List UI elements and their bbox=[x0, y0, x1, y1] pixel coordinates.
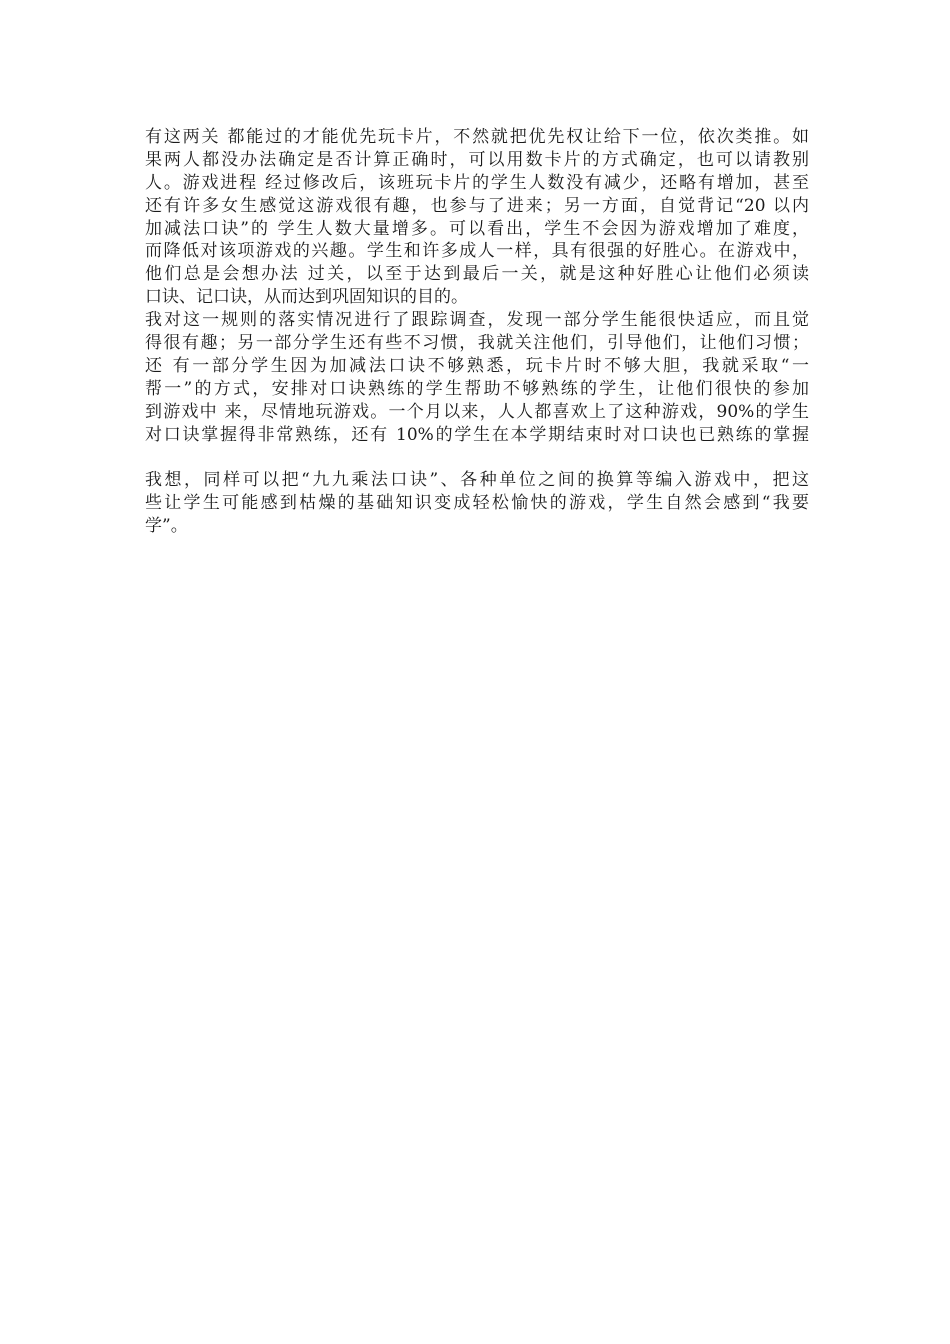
text-line: 口诀、记口诀，从而达到巩固知识的目的。 bbox=[145, 287, 468, 308]
text-line: 还有许多女生感觉这游戏很有趣，也参与了进来；另一方面，自觉背记“20 以内 bbox=[145, 195, 809, 216]
text-line: 人。游戏进程 经过修改后，该班玩卡片的学生人数没有减少，还略有增加，甚至 bbox=[145, 172, 809, 193]
text-line: 我对这一规则的落实情况进行了跟踪调查，发现一部分学生能很快适应，而且觉 bbox=[145, 310, 809, 331]
paragraph-follow-up-survey bbox=[145, 309, 809, 446]
paragraph-game-rules bbox=[145, 126, 809, 309]
paragraph-spacer bbox=[145, 446, 809, 469]
text-line: 些让学生可能感到枯燥的基础知识变成轻松愉快的游戏，学生自然会感到“我要 bbox=[145, 493, 809, 514]
text-line: 果两人都没办法确定是否计算正确时，可以用数卡片的方式确定，也可以请教别 bbox=[145, 149, 809, 170]
text-line: 他们总是会想办法 过关，以至于达到最后一关，就是这种好胜心让他们必须读 bbox=[145, 264, 809, 285]
text-line: 得很有趣；另一部分学生还有些不习惯，我就关注他们，引导他们，让他们习惯； bbox=[145, 333, 809, 354]
text-line: 加减法口诀”的 学生人数大量增多。可以看出，学生不会因为游戏增加了难度， bbox=[145, 218, 809, 239]
text-line: 我想，同样可以把“九九乘法口诀”、各种单位之间的换算等编入游戏中，把这 bbox=[145, 470, 809, 491]
text-line: 到游戏中 来，尽情地玩游戏。一个月以来，人人都喜欢上了这种游戏，90%的学生 bbox=[145, 401, 809, 422]
text-line: 学”。 bbox=[145, 516, 188, 537]
text-line: 对口诀掌握得非常熟练，还有 10%的学生在本学期结束时对口诀也已熟练的掌握 bbox=[145, 424, 809, 445]
document-body bbox=[145, 126, 809, 538]
paragraph-conclusion bbox=[145, 469, 809, 538]
text-line: 帮一”的方式，安排对口诀熟练的学生帮助不够熟练的学生，让他们很快的参加 bbox=[145, 378, 809, 399]
text-line: 有这两关 都能过的才能优先玩卡片，不然就把优先权让给下一位，依次类推。如 bbox=[145, 127, 809, 147]
text-line: 还 有一部分学生因为加减法口诀不够熟悉，玩卡片时不够大胆，我就采取“一 bbox=[145, 355, 809, 376]
text-line: 而降低对该项游戏的兴趣。学生和许多成人一样，具有很强的好胜心。在游戏中， bbox=[145, 241, 809, 262]
